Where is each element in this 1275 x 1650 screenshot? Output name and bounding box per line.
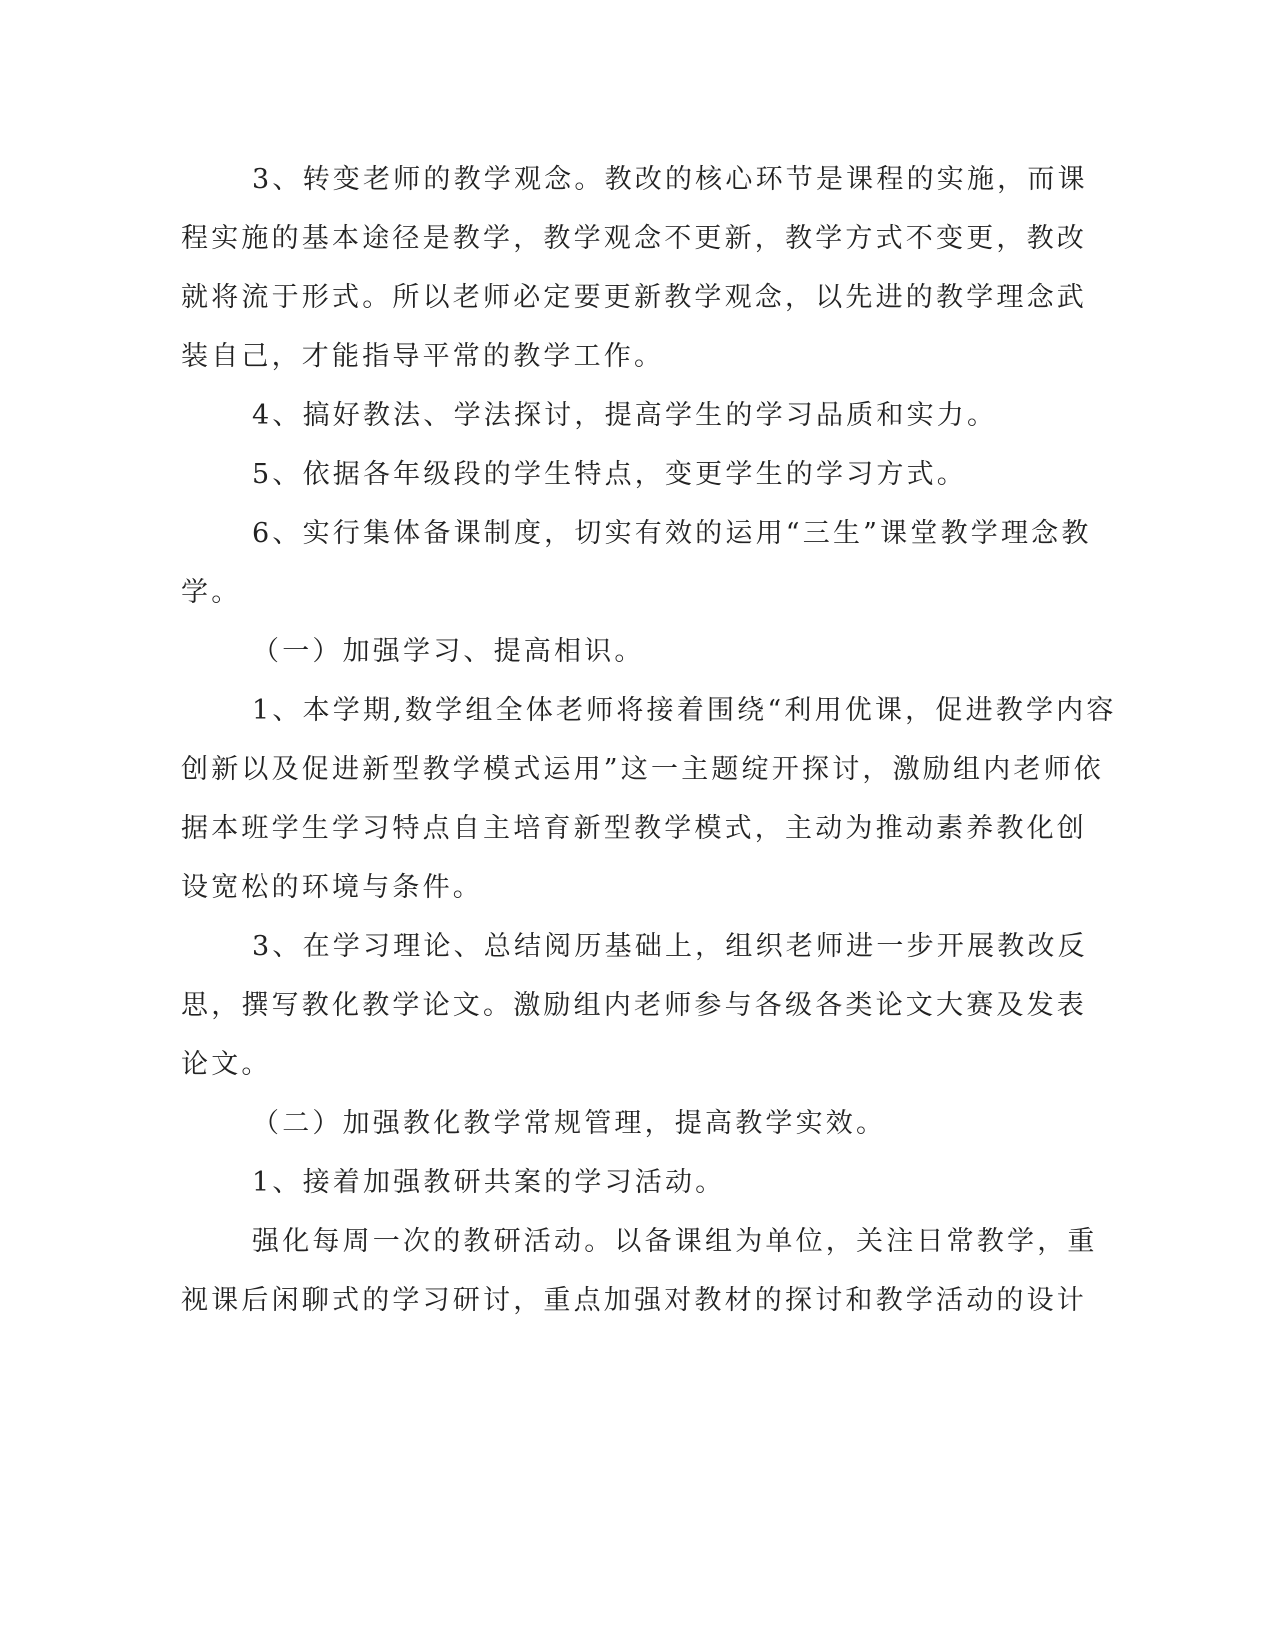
paragraph-line: 设宽松的环境与条件。: [181, 872, 483, 903]
paragraph-line: 学。: [181, 577, 242, 608]
paragraph-line: 就将流于形式。所以老师必定要更新教学观念，以先进的教学理念武: [181, 282, 1087, 313]
paragraph-line: 5、依据各年级段的学生特点，变更学生的学习方式。: [252, 459, 967, 490]
paragraph-line: 论文。: [181, 1049, 272, 1080]
paragraph-line: 创新以及促进新型教学模式运用”这一主题绽开探讨，激励组内老师依: [181, 754, 1105, 785]
paragraph-line: 1、本学期,数学组全体老师将接着围绕“利用优课，促进教学内容: [252, 695, 1117, 726]
paragraph-line: 3、转变老师的教学观念。教改的核心环节是课程的实施，而课: [252, 164, 1088, 195]
paragraph-line: 程实施的基本途径是教学，教学观念不更新，教学方式不变更，教改: [181, 223, 1087, 254]
paragraph-line: 思，撰写教化教学论文。激励组内老师参与各级各类论文大赛及发表: [181, 990, 1087, 1021]
paragraph-line: 4、搞好教法、学法探讨，提高学生的学习品质和实力。: [252, 400, 998, 431]
paragraph-line: 装自己，才能指导平常的教学工作。: [181, 341, 665, 372]
paragraph-line: 3、在学习理论、总结阅历基础上，组织老师进一步开展教改反: [252, 931, 1088, 962]
paragraph-line: 视课后闲聊式的学习研讨，重点加强对教材的探讨和教学活动的设计: [181, 1285, 1087, 1316]
paragraph-line: 强化每周一次的教研活动。以备课组为单位，关注日常教学，重: [252, 1226, 1098, 1257]
paragraph-line: 1、接着加强教研共案的学习活动。: [252, 1167, 726, 1198]
section-heading: （二）加强教化教学常规管理，提高教学实效。: [252, 1108, 887, 1139]
paragraph-line: 据本班学生学习特点自主培育新型教学模式，主动为推动素养教化创: [181, 813, 1087, 844]
section-heading: （一）加强学习、提高相识。: [252, 636, 645, 667]
paragraph-line: 6、实行集体备课制度，切实有效的运用“三生”课堂教学理念教: [252, 518, 1092, 549]
